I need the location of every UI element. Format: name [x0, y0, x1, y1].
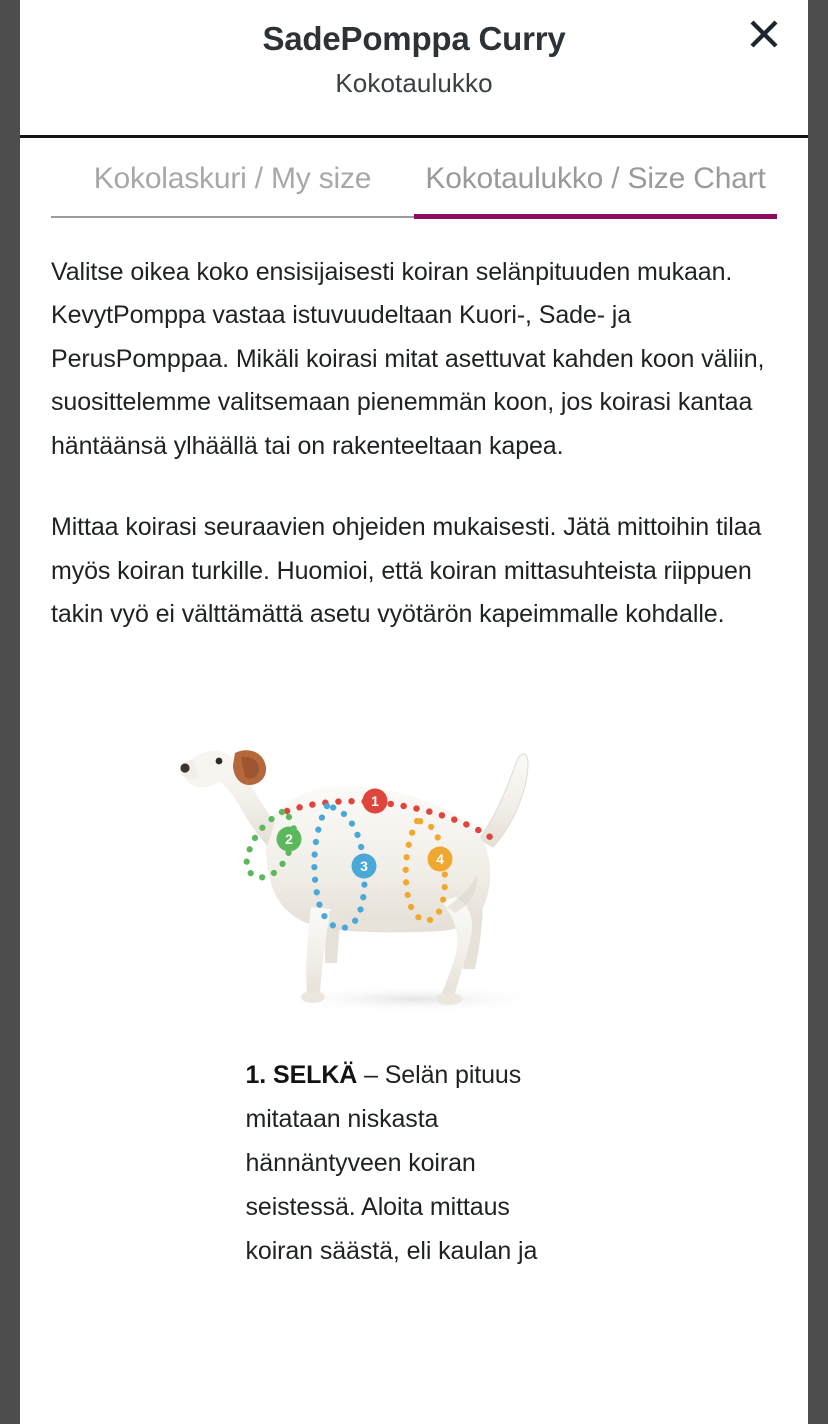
modal-header: [20, 0, 808, 138]
tab-size-chart[interactable]: Kokotaulukko / Size Chart: [414, 160, 777, 214]
tab-underline-inactive: [51, 216, 414, 218]
measurement-text: – Selän pituus mitataan niskasta hännäntyveen koiran seistessä. Aloita mittaus koiran säästä, eli kaulan ja: [245, 1060, 538, 1265]
measurement-list: [51, 1053, 777, 1273]
tab-underline-group: [51, 214, 777, 220]
close-icon: [740, 19, 788, 49]
page-subtitle: Kokotaulukko: [335, 67, 493, 98]
intro-paragraph-1: Valitse oikea koko ensisijaisesti koiran selänpituuden mukaan. KevytPomppa vastaa istuvuudeltaan Kuori-, Sade- ja PerusPomppaa. Mikäli koirasi mitat asettuvat kahden koon väliin, suosittelemme valitsemaan pienemmän koon, jos koirasi kantaa häntäänsä ylhäällä tai on rakenteeltaan kapea.: [51, 257, 765, 460]
marker-2: [277, 826, 302, 851]
tab-size-calculator[interactable]: Kokolaskuri / My size: [51, 160, 414, 214]
measurement-label: 1. SELKÄ: [245, 1060, 358, 1089]
size-chart-modal: [20, 0, 808, 1424]
figure-wrap: [51, 711, 777, 1031]
page-title: SadePomppa Curry: [262, 20, 566, 57]
svg-text:1: 1: [371, 792, 379, 809]
marker-1: [363, 788, 388, 813]
tab-bar: [20, 138, 808, 214]
modal-body: [20, 251, 808, 1273]
header-titles: [20, 20, 808, 99]
close-button[interactable]: [740, 10, 788, 58]
intro-paragraph-2: Mittaa koirasi seuraavien ohjeiden mukaisesti. Jätä mittoihin tilaa myös koiran turkille. Huomioi, että koiran mittasuhteista riippuen takin vyö ei välttämättä asetu vyötärön kapeimmalle kohdalle.: [51, 513, 762, 629]
list-item: [246, 1053, 583, 1273]
marker-3: [352, 853, 377, 878]
svg-text:4: 4: [436, 850, 444, 867]
tab-underline-active: [414, 214, 777, 219]
marker-4: [428, 846, 453, 871]
svg-text:3: 3: [360, 857, 368, 874]
svg-text:2: 2: [285, 830, 293, 847]
dog-measurement-diagram: [179, 711, 649, 1031]
